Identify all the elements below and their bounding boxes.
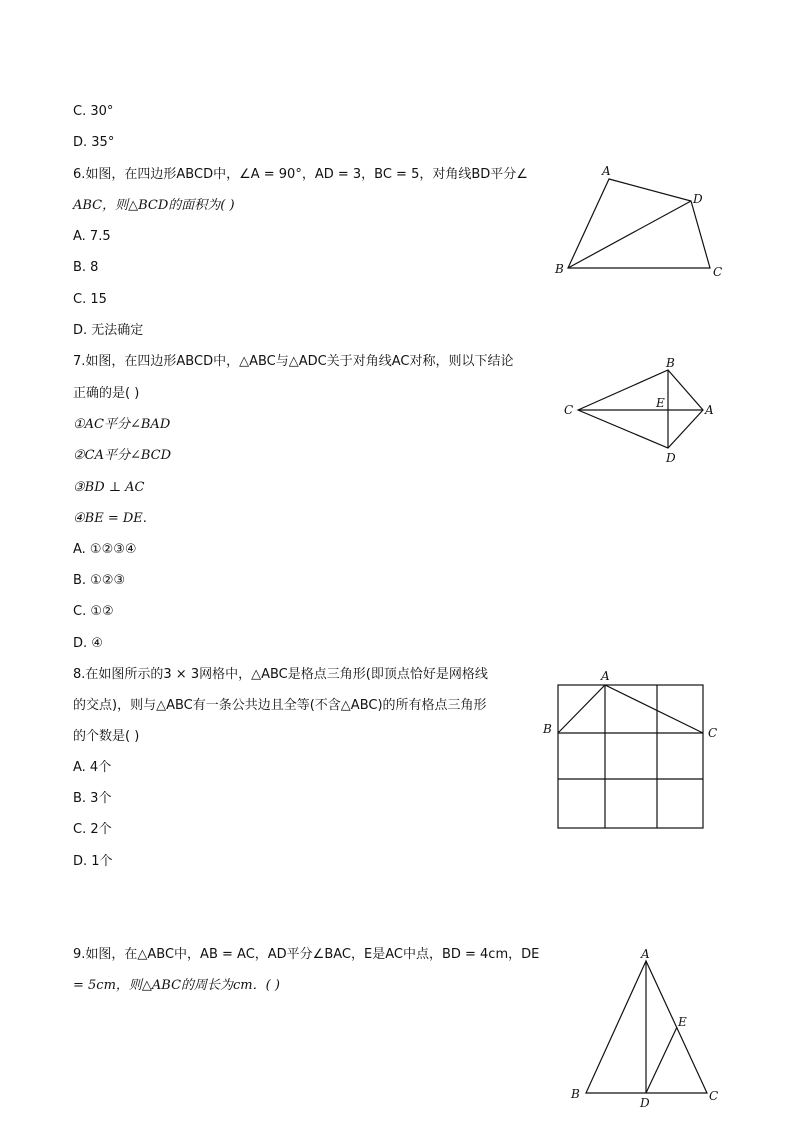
q7-statement-4: ④BE = DE. bbox=[73, 511, 147, 526]
q6-quad-outline bbox=[568, 179, 710, 268]
q7-statement-2: ②CA平分∠BCD bbox=[73, 448, 172, 463]
q7-label-d: D bbox=[666, 451, 676, 465]
q7-figure-kite bbox=[555, 350, 725, 470]
q7-option-c: C. ①② bbox=[73, 604, 114, 619]
q7-label-b: B bbox=[666, 356, 675, 370]
q8-label-b: B bbox=[543, 722, 552, 736]
q6-label-c: C bbox=[713, 265, 723, 279]
q7-option-a: A. ①②③④ bbox=[73, 542, 137, 557]
q7-option-b: B. ①②③ bbox=[73, 573, 126, 588]
q8-grid-border bbox=[558, 685, 703, 828]
q7-statement-3: ③BD ⊥ AC bbox=[73, 480, 145, 495]
q5-option-c: C. 30° bbox=[73, 104, 114, 119]
q6-stem-line1: 6.如图，在四边形ABCD中，∠A = 90°，AD = 3，BC = 5，对角线BD平分∠ bbox=[73, 167, 528, 182]
q8-option-a: A. 4个 bbox=[73, 760, 112, 775]
q8-option-b: B. 3个 bbox=[73, 791, 112, 806]
q9-stem-line1: 9.如图，在△ABC中，AB = AC，AD平分∠BAC，E是AC中点，BD = 4cm，DE bbox=[73, 947, 540, 962]
q7-label-c: C bbox=[564, 403, 574, 417]
q6-label-b: B bbox=[555, 262, 564, 276]
q8-figure-grid bbox=[535, 665, 725, 835]
q7-statement-1: ①AC平分∠BAD bbox=[73, 417, 171, 432]
q9-label-b: B bbox=[571, 1087, 580, 1101]
q6-stem-line2: ABC，则△BCD的面积为( ) bbox=[73, 198, 235, 213]
q9-label-a: A bbox=[641, 947, 650, 961]
q9-figure-triangle bbox=[560, 945, 740, 1115]
q8-stem-line2: 的交点)，则与△ABC有一条公共边且全等(不含△ABC)的所有格点三角形 bbox=[73, 698, 487, 713]
q6-diagonal-bd bbox=[568, 201, 691, 268]
q6-option-a: A. 7.5 bbox=[73, 229, 111, 244]
q6-option-b: B. 8 bbox=[73, 260, 99, 275]
q8-label-c: C bbox=[708, 726, 718, 740]
q5-option-d: D. 35° bbox=[73, 135, 115, 150]
q7-label-e: E bbox=[656, 396, 665, 410]
q7-option-d: D. ④ bbox=[73, 636, 103, 651]
q9-label-e: E bbox=[678, 1015, 687, 1029]
q6-figure-quadrilateral bbox=[540, 160, 740, 285]
q7-stem-line1: 7.如图，在四边形ABCD中，△ABC与△ADC关于对角线AC对称，则以下结论 bbox=[73, 354, 514, 369]
q8-option-d: D. 1个 bbox=[73, 854, 113, 869]
q8-stem-line3: 的个数是( ) bbox=[73, 729, 140, 744]
q9-stem-line2: = 5cm，则△ABC的周长为cm．( ) bbox=[73, 978, 280, 993]
q8-label-a: A bbox=[601, 669, 610, 683]
q8-stem-line1: 8.在如图所示的3 × 3网格中，△ABC是格点三角形(即顶点恰好是网格线 bbox=[73, 667, 488, 682]
q6-label-d: D bbox=[693, 192, 703, 206]
q9-label-c: C bbox=[709, 1089, 719, 1103]
q7-kite-outline bbox=[578, 370, 703, 448]
q7-label-a: A bbox=[705, 403, 714, 417]
q8-triangle-abc bbox=[558, 685, 703, 733]
q6-option-d: D. 无法确定 bbox=[73, 323, 144, 338]
q6-option-c: C. 15 bbox=[73, 292, 107, 307]
q9-label-d: D bbox=[640, 1096, 650, 1110]
q6-label-a: A bbox=[602, 164, 611, 178]
q7-stem-line2: 正确的是( ) bbox=[73, 386, 140, 401]
q9-segment-de bbox=[646, 1027, 677, 1093]
q8-option-c: C. 2个 bbox=[73, 822, 112, 837]
